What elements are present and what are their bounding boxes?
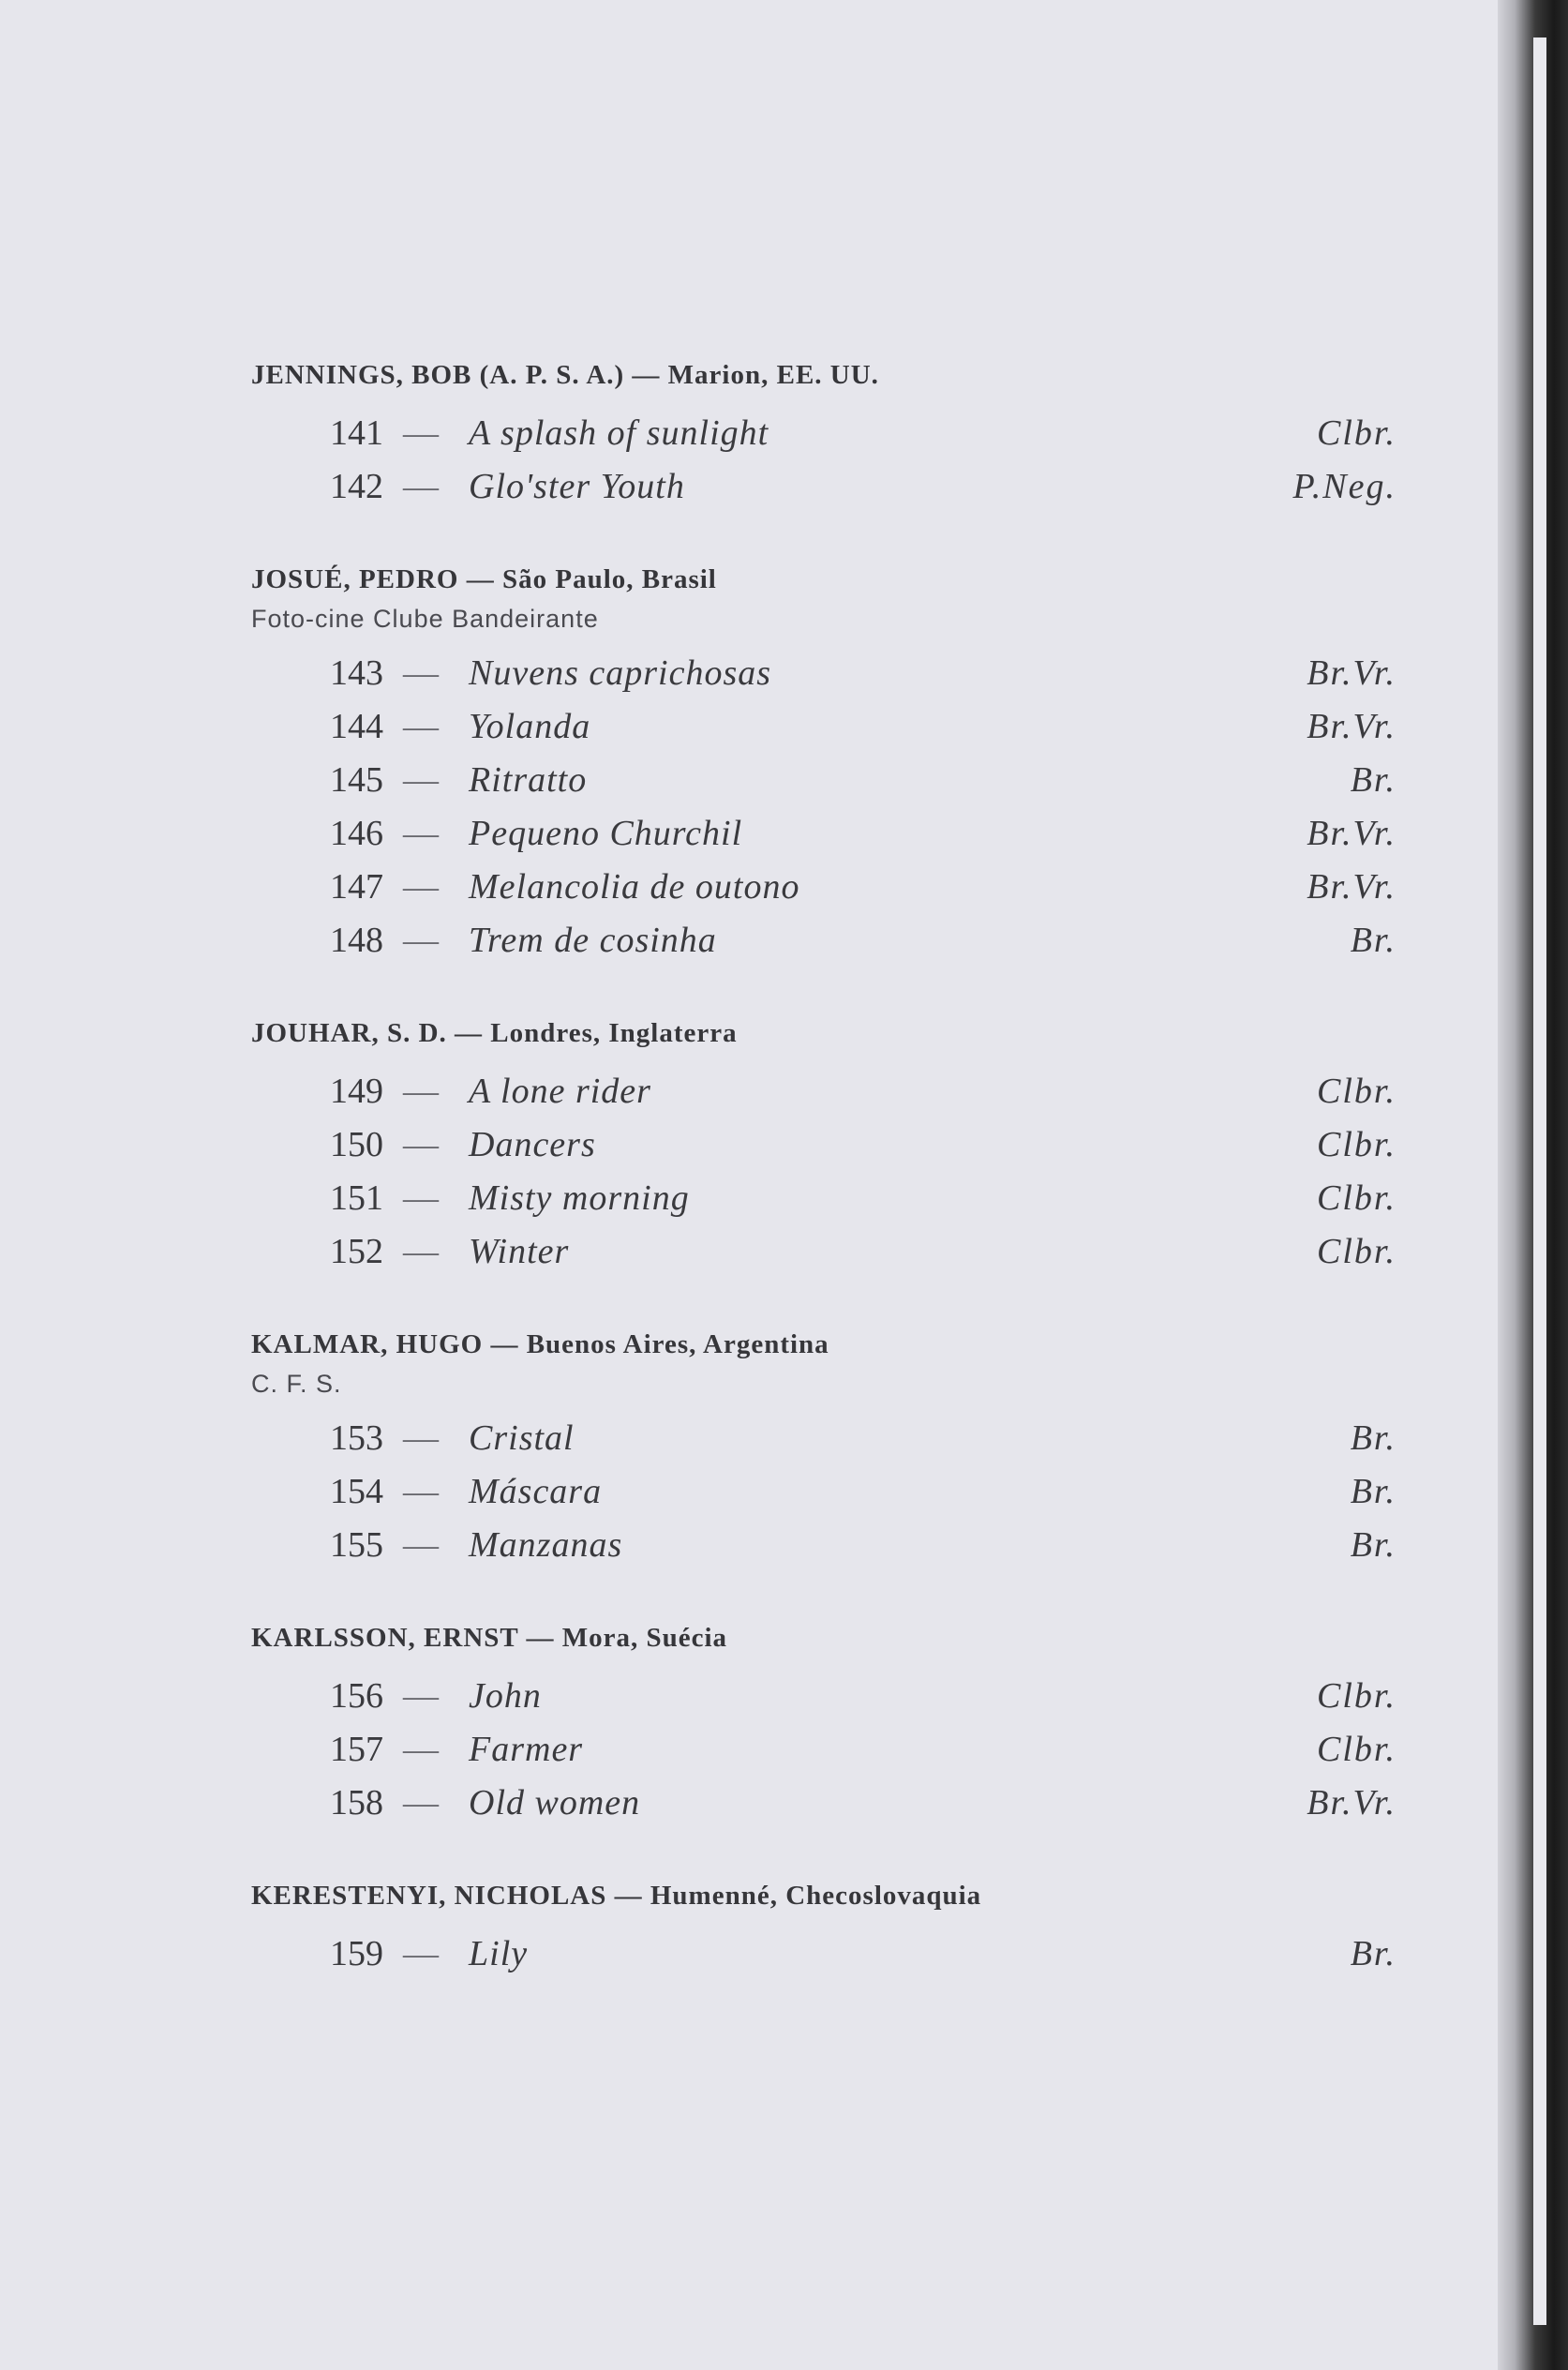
work-number: 155 [330,1525,383,1565]
work-technique: Br.Vr. [1307,814,1396,853]
separator-dash: — [403,653,439,693]
catalog-listing [251,356,1396,2028]
work-technique: Clbr. [1317,1730,1396,1769]
author-heading: JENNINGS, BOB (A. P. S. A.) — Marion, EE. UU. [251,360,879,390]
work-number: 150 [330,1125,383,1164]
club-name: Foto-cine Clube Bandeirante [251,605,599,633]
work-technique: Clbr. [1317,1178,1396,1218]
work-technique: Br.Vr. [1307,1783,1396,1822]
work-title: Misty morning [469,1178,690,1218]
separator-dash: — [403,413,439,453]
work-number: 158 [330,1783,383,1822]
separator-dash: — [403,1525,439,1565]
work-title: Farmer [469,1730,584,1769]
separator-dash: — [403,1072,439,1111]
work-technique: Br. [1350,1934,1396,1973]
work-title: A splash of sunlight [469,413,769,453]
author-entry [251,1619,1396,1830]
work-row [251,460,1396,514]
work-row [251,1412,1396,1465]
work-number: 159 [330,1934,383,1973]
separator-dash: — [403,1418,439,1458]
work-row [251,1118,1396,1172]
work-technique: Clbr. [1317,1232,1396,1271]
separator-dash: — [403,760,439,800]
work-number: 156 [330,1676,383,1716]
work-technique: Br.Vr. [1307,867,1396,907]
work-number: 142 [330,467,383,506]
work-title: Manzanas [469,1525,623,1565]
work-number: 149 [330,1072,383,1111]
author-entry [251,561,1396,968]
work-title: Winter [469,1232,570,1271]
work-title: Ritratto [469,760,588,800]
separator-dash: — [403,1125,439,1164]
work-title: Lily [469,1934,529,1973]
author-entry [251,1877,1396,1981]
work-row [251,1465,1396,1519]
work-title: Dancers [469,1125,596,1164]
work-row [251,1225,1396,1279]
work-row [251,861,1396,914]
author-entry [251,1014,1396,1279]
work-title: Trem de cosinha [469,921,717,960]
work-number: 143 [330,653,383,693]
work-row [251,1670,1396,1723]
work-number: 147 [330,867,383,907]
work-technique: Br.Vr. [1307,653,1396,693]
work-number: 144 [330,707,383,746]
separator-dash: — [403,1730,439,1769]
separator-dash: — [403,1934,439,1973]
work-title: Pequeno Churchil [469,814,743,853]
work-row [251,1777,1396,1830]
work-technique: Br. [1350,1525,1396,1565]
work-row [251,1172,1396,1225]
work-number: 145 [330,760,383,800]
work-technique: P.Neg. [1292,467,1396,506]
work-row [251,1065,1396,1118]
work-title: A lone rider [469,1072,651,1111]
work-row [251,700,1396,754]
separator-dash: — [403,1783,439,1822]
work-title: Nuvens caprichosas [469,653,772,693]
separator-dash: — [403,1676,439,1716]
work-technique: Br. [1350,760,1396,800]
work-technique: Clbr. [1317,1072,1396,1111]
work-row [251,1723,1396,1777]
work-number: 153 [330,1418,383,1458]
work-number: 157 [330,1730,383,1769]
author-heading: JOSUÉ, PEDRO — São Paulo, Brasil [251,564,717,594]
book-spine-edge [1533,38,1546,2325]
work-title: Old women [469,1783,641,1822]
work-row [251,407,1396,460]
work-title: Yolanda [469,707,591,746]
author-heading: KALMAR, HUGO — Buenos Aires, Argentina [251,1329,829,1359]
work-title: Glo'ster Youth [469,467,685,506]
work-technique: Clbr. [1317,413,1396,453]
work-row [251,1928,1396,1981]
work-number: 154 [330,1472,383,1511]
work-technique: Br. [1350,1418,1396,1458]
work-number: 152 [330,1232,383,1271]
separator-dash: — [403,814,439,853]
work-title: Máscara [469,1472,603,1511]
work-technique: Clbr. [1317,1125,1396,1164]
work-title: Melancolia de outono [469,867,800,907]
author-entry [251,1326,1396,1572]
separator-dash: — [403,467,439,506]
work-title: John [469,1676,542,1716]
work-technique: Br. [1350,921,1396,960]
work-row [251,807,1396,861]
work-title: Cristal [469,1418,575,1458]
work-technique: Br. [1350,1472,1396,1511]
separator-dash: — [403,1472,439,1511]
author-heading: KERESTENYI, NICHOLAS — Humenné, Checoslovaquia [251,1881,982,1911]
work-number: 141 [330,413,383,453]
author-heading: JOUHAR, S. D. — Londres, Inglaterra [251,1018,738,1048]
work-row [251,914,1396,968]
separator-dash: — [403,867,439,907]
work-number: 146 [330,814,383,853]
separator-dash: — [403,1232,439,1271]
club-name: C. F. S. [251,1370,342,1398]
work-number: 151 [330,1178,383,1218]
work-number: 148 [330,921,383,960]
work-row [251,1519,1396,1572]
separator-dash: — [403,1178,439,1218]
author-heading: KARLSSON, ERNST — Mora, Suécia [251,1623,728,1653]
work-row [251,754,1396,807]
separator-dash: — [403,707,439,746]
work-technique: Br.Vr. [1307,707,1396,746]
author-entry [251,356,1396,514]
work-technique: Clbr. [1317,1676,1396,1716]
separator-dash: — [403,921,439,960]
work-row [251,647,1396,700]
